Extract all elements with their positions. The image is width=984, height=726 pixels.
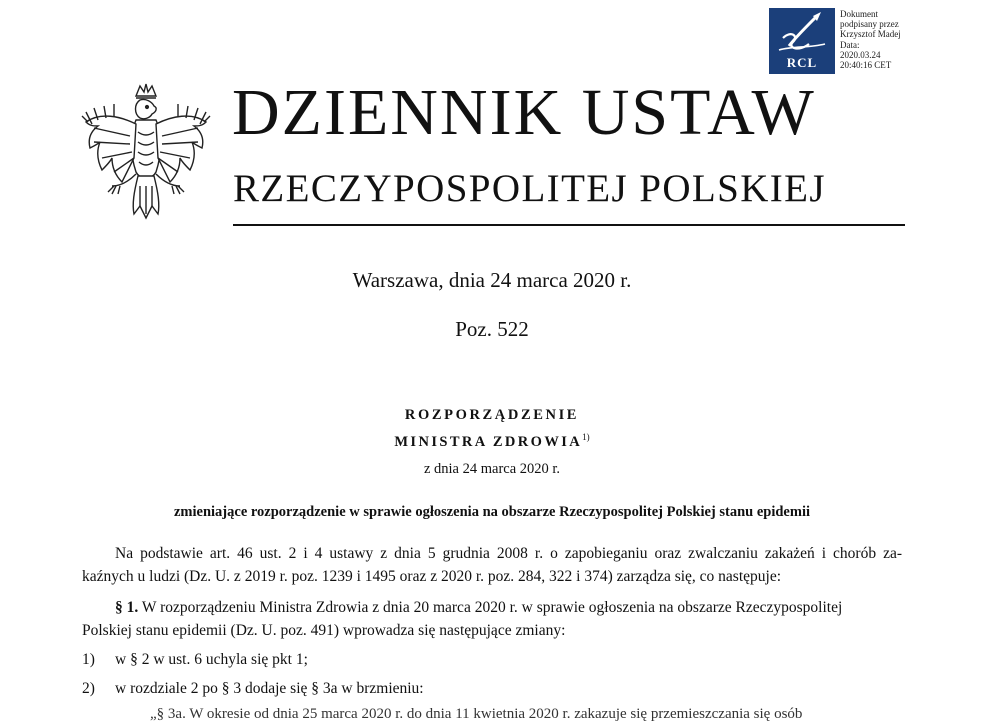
signature-line: Data: bbox=[840, 39, 860, 50]
list-item-text: w § 2 w ust. 6 uchyla się pkt 1; bbox=[115, 651, 308, 668]
rcl-logo-text: RCL bbox=[786, 55, 818, 70]
signature-line: podpisany przez bbox=[840, 19, 899, 30]
list-item bbox=[82, 648, 308, 671]
signature-stamp bbox=[769, 8, 909, 74]
act-subject: zmieniające rozporządzenie w sprawie ogłoszenia na obszarze Rzeczypospolitej Polskiej stanu epidemii bbox=[173, 504, 811, 520]
paragraph-line: Na podstawie art. 46 ust. 2 i 4 ustawy z dnia 5 grudnia 2008 r. o zapobieganiu oraz zwalczaniu zakażeń i chorób za- bbox=[115, 545, 902, 562]
act-type: ROZPORZĄDZENIE bbox=[404, 407, 580, 423]
list-item bbox=[82, 677, 424, 700]
paragraph-text: W rozporządzeniu Ministra Zdrowia z dnia 20 marca 2020 r. w sprawie ogłoszenia na obszarze Rzeczypospolitej bbox=[141, 599, 843, 616]
rcl-logo bbox=[769, 8, 835, 74]
section-1-paragraph bbox=[82, 596, 902, 642]
signature-line: 20:40:16 CET bbox=[840, 60, 892, 71]
gazette-subtitle: RZECZYPOSPOLITEJ POLSKIEJ bbox=[233, 167, 826, 210]
position-number: Poz. 522 bbox=[455, 317, 529, 341]
signature-details bbox=[840, 9, 901, 70]
paragraph-line: kaźnych u ludzi (Dz. U. z 2019 r. poz. 1239 i 1495 oraz z 2020 r. poz. 284, 322 i 374) zarządza się, co następuje: bbox=[82, 568, 782, 585]
list-item-number: 2) bbox=[82, 680, 95, 697]
place-and-date: Warszawa, dnia 24 marca 2020 r. bbox=[352, 268, 632, 292]
list-item-number: 1) bbox=[82, 651, 95, 668]
signature-line: 2020.03.24 bbox=[840, 49, 881, 60]
pen-signature-icon bbox=[769, 8, 835, 58]
paragraph-line: Polskiej stanu epidemii (Dz. U. poz. 491) wprowadza się następujące zmiany: bbox=[82, 622, 566, 639]
legal-basis-paragraph bbox=[82, 542, 902, 588]
signature-line: Krzysztof Madej bbox=[840, 29, 901, 40]
signature-line: Dokument bbox=[840, 9, 878, 19]
act-date: z dnia 24 marca 2020 r. bbox=[423, 461, 561, 477]
act-issuer bbox=[0, 432, 984, 451]
gazette-title: DZIENNIK USTAW bbox=[232, 76, 816, 149]
act-issuer-name: MINISTRA ZDROWIA bbox=[394, 434, 583, 450]
header-divider bbox=[233, 224, 905, 226]
paragraph-line bbox=[82, 596, 902, 619]
cut-off-line: „§ 3a. W okresie od dnia 25 marca 2020 r. do dnia 11 kwietnia 2020 r. zakazuje się przemieszczania się osób bbox=[150, 706, 803, 722]
list-item-text: w rozdziale 2 po § 3 dodaje się § 3a w brzmieniu: bbox=[115, 680, 424, 697]
footnote-marker: 1) bbox=[582, 432, 590, 442]
section-label: § 1. bbox=[115, 599, 139, 616]
polish-eagle-emblem-icon bbox=[80, 82, 212, 224]
